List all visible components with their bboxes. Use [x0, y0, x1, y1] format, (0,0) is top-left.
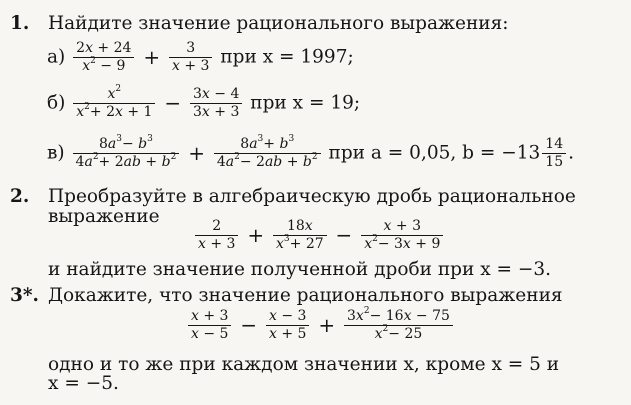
top-cropped-fragment	[18, 0, 80, 2]
fraction-1c-2: $\frac{8a^3+ b^3}{4a^2- 2ab + b^2}$	[214, 136, 321, 171]
problem-2-expression: $\frac{2}{x + 3}$ + $\frac{18x}{x^3+ 27}$ − $\frac{x + 3}{x^2- 3x + 9}$	[193, 218, 445, 253]
problem-1a-label: а)	[47, 46, 66, 68]
problem-3-tail-2: x = −5.	[48, 373, 119, 394]
problem-2-line1: Преобразуйте в алгебраическую дробь рациональное	[48, 186, 576, 207]
problem-1b-condition: при x = 19;	[250, 92, 361, 114]
fraction-1c-1: $\frac{8a^3- b^3}{4a^2+ 2ab + b^2}$	[73, 136, 180, 171]
problem-3-number: 3*.	[10, 285, 39, 306]
problem-1b-label: б)	[47, 92, 66, 114]
problem-1c: в) $\frac{8a^3- b^3}{4a^2+ 2ab + b^2}$ + $\frac{8a^3+ b^3}{4a^2- 2ab + b^2}$ при a = 0,05, b = −13 $\frac{14}{15}$ .	[47, 134, 574, 170]
problem-3-tail-1: одно и то же при каждом значении x, кроме x = 5 и	[48, 354, 560, 375]
fraction-3-2: $\frac{x - 3}{x + 5}$	[266, 308, 309, 343]
fraction-1b-2: $\frac{3x - 4}{3x + 3}$	[190, 86, 242, 121]
fraction-2-2: $\frac{18x}{x^3+ 27}$	[273, 218, 327, 253]
fraction-2-1: $\frac{2}{x + 3}$	[195, 218, 238, 253]
fraction-14-15: $\frac{14}{15}$	[542, 136, 566, 171]
fraction-1a-1: $\frac{2x + 24}{x^2 - 9}$	[73, 40, 134, 75]
fraction-1b-1: $\frac{x^2}{x^2+ 2x + 1}$	[73, 86, 155, 121]
fraction-2-3: $\frac{x + 3}{x^2- 3x + 9}$	[361, 218, 443, 253]
problem-2-tail: и найдите значение полученной дроби при x = −3.	[48, 259, 552, 280]
problem-2-line2: выражение	[48, 206, 160, 227]
fraction-1a-2: $\frac{3}{x + 3}$	[169, 40, 212, 75]
problem-1a-condition: при x = 1997;	[220, 46, 354, 68]
problem-1a: а) $\frac{2x + 24}{x^2 - 9}$ + $\frac{3}{x + 3}$ при x = 1997;	[47, 40, 354, 74]
problem-1b: б) $\frac{x^2}{x^2+ 2x + 1}$ − $\frac{3x - 4}{3x + 3}$ при x = 19;	[47, 84, 361, 120]
fraction-3-3: $\frac{3x^2- 16x - 75}{x^2- 25}$	[344, 308, 453, 343]
problem-1c-condition: при a = 0,05, b = −13	[328, 142, 541, 164]
fraction-3-1: $\frac{x + 3}{x - 5}$	[188, 308, 231, 343]
problem-1-text: Найдите значение рационального выражения:	[48, 13, 509, 34]
problem-1c-label: в)	[47, 142, 65, 164]
problem-1-number: 1.	[10, 13, 30, 34]
problem-3-text: Докажите, что значение рационального выражения	[48, 285, 563, 306]
problem-3-expression: $\frac{x + 3}{x - 5}$ − $\frac{x - 3}{x + 5}$ + $\frac{3x^2- 16x - 75}{x^2- 25}$	[186, 308, 455, 343]
problem-2-number: 2.	[10, 186, 30, 207]
